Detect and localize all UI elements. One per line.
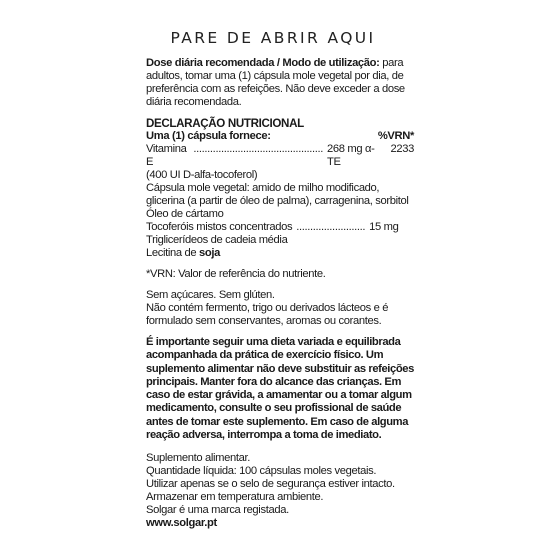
- nutrient-sub: (400 UI D-alfa-tocoferol): [146, 169, 258, 181]
- pare-de-abrir-aqui-heading: PARE DE ABRIR AQUI: [170, 29, 376, 47]
- lecithin-ingredient: [146, 247, 414, 260]
- ingredients-block: [146, 182, 414, 260]
- net-quantity: Quantidade líquida: 100 cápsulas moles vegetais.: [146, 465, 377, 478]
- dose-paragraph: [146, 57, 414, 109]
- storage-notice: Armazenar em temperatura ambiente.: [146, 491, 324, 504]
- dose-label: Dose diária recomendada / Modo de utilização:: [146, 57, 380, 69]
- allergen-soja: soja: [199, 247, 221, 259]
- vrn-header: %VRN*: [377, 130, 414, 142]
- tocopherols-amount: 15 mg: [369, 221, 399, 233]
- nutrient-dots: ...............................................: [193, 143, 324, 155]
- warning-paragraph: É importante seguir uma dieta variada e equilibrada acompanhada da prática de exercício físico. Um suplemento alimentar não deve substituir as refeições principais. Manter fora do alcance das crianças. Em caso de estar grávida, a amamentar ou a tomar algum medicamento, consulte o seu profissional de saúde antes de tomar este suplemento. Em caso de alguma reação adversa, interrompa a toma de imediato.: [146, 336, 414, 442]
- nutrition-header-row: [146, 130, 414, 143]
- label-text-column: [146, 57, 414, 530]
- tocopherols-name: Tocoferóis mistos concentrados: [146, 221, 293, 233]
- tocopherols-dots: .........................: [296, 221, 366, 233]
- supplement-type: Suplemento alimentar.: [146, 452, 250, 465]
- dose-text: para adultos, tomar uma (1) cápsula mole vegetal por dia, de preferência com as refeições. Não deve exceder a dose diária recomendada.: [146, 57, 405, 108]
- free-from-line1: Sem açúcares. Sem glúten.: [146, 289, 275, 301]
- trademark-notice: Solgar é uma marca registada.: [146, 504, 289, 517]
- nutrition-per-label: Uma (1) cápsula fornece:: [146, 130, 271, 142]
- nutrient-name: Vitamina E: [146, 143, 187, 168]
- nutrient-vrn: 2233: [390, 143, 414, 155]
- nutrition-declaration: [146, 117, 414, 182]
- nutrient-amount: 268 mg α-TE: [327, 143, 375, 168]
- mct-ingredient: Triglicerídeos de cadeia média: [146, 234, 288, 246]
- nutrient-row-vitamin-e: [146, 143, 414, 169]
- capsule-ingredients: Cápsula mole vegetal: amido de milho modificado, glicerina (a partir de óleo de palma), carragenina, sorbitol: [146, 182, 409, 207]
- nutrition-title: DECLARAÇÃO NUTRICIONAL: [146, 117, 304, 130]
- oil-ingredient: Óleo de cártamo: [146, 208, 224, 220]
- free-from-line2: Não contém fermento, trigo ou derivados lácteos e é formulado sem conservantes, aromas ou corantes.: [146, 302, 389, 327]
- tocopherols-row: [146, 221, 414, 234]
- vrn-note: *VRN: Valor de referência do nutriente.: [146, 268, 326, 280]
- website-url: www.solgar.pt: [146, 517, 217, 530]
- lecithin-prefix: Lecitina de: [146, 247, 200, 259]
- seal-notice: Utilizar apenas se o selo de segurança estiver intacto.: [146, 478, 395, 491]
